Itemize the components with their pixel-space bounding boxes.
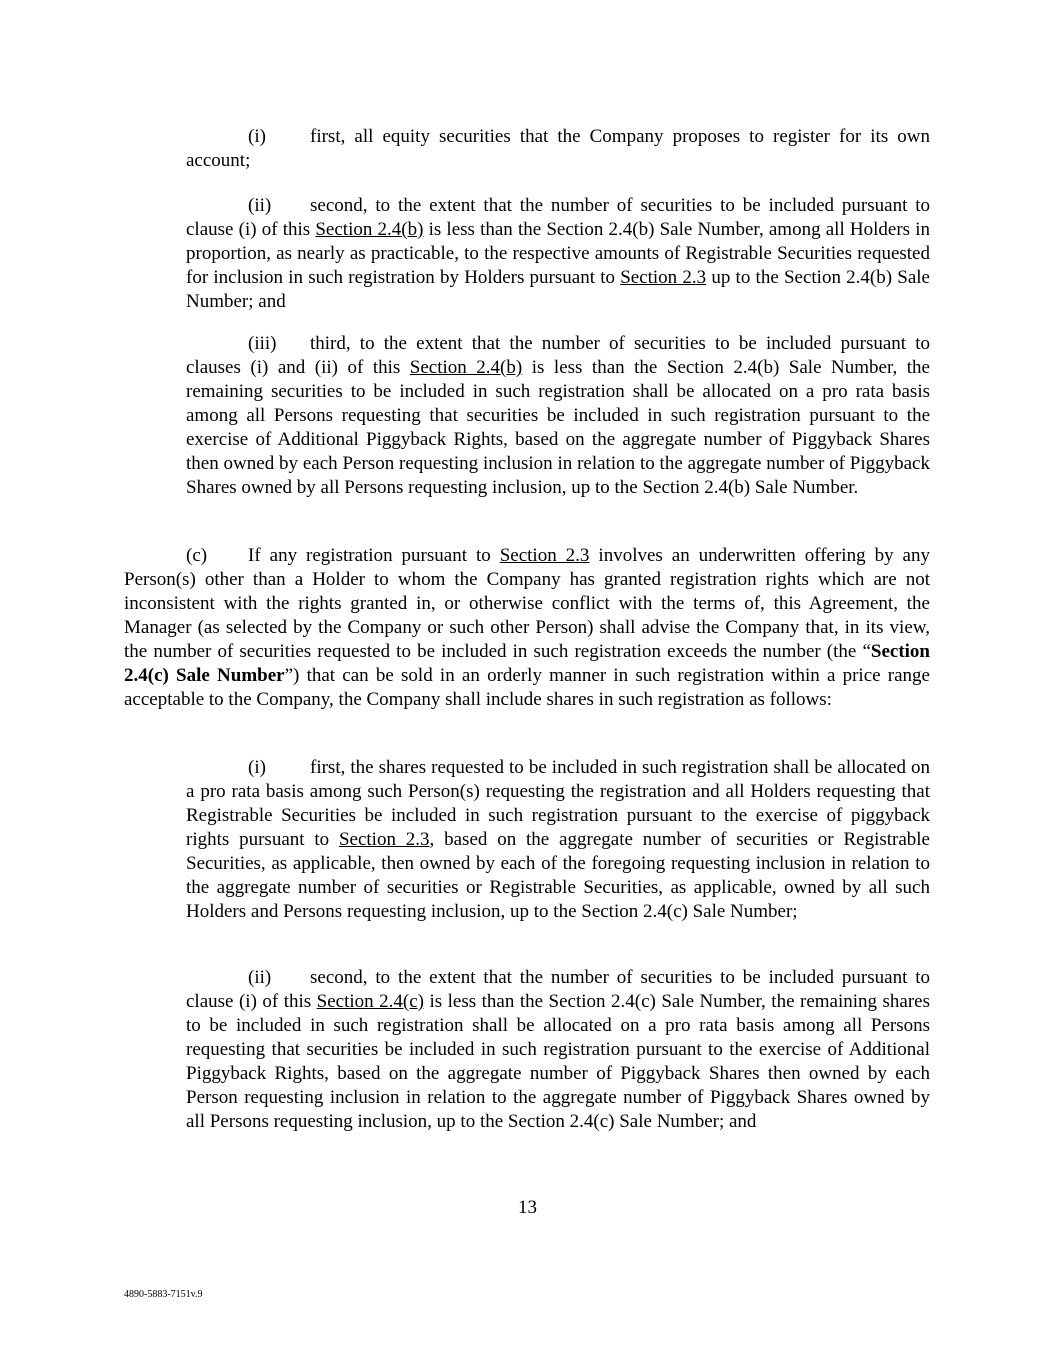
clause-text: involves an underwritten offering by any Person(s) other than a Holder to whom the Company has granted registration rights which are not inconsistent with the rights granted in, or otherwise conflict with the terms of, this Agreement, the Manager (as selected by the Company or such other Person) shall advise the Company that, in its view, the number of securities requested to be included in such registration exceeds the number (the “ <box>124 545 930 662</box>
defined-term: Section 2.4(c) Sale Number <box>124 641 930 686</box>
section-reference-link: Section 2.3 <box>620 267 707 288</box>
clause-b-i <box>186 125 930 173</box>
page-number: 13 <box>518 1197 537 1218</box>
section-reference-link: Section 2.3 <box>338 829 430 850</box>
clause-c-ii-number-wrap <box>186 966 310 990</box>
clause-text: is less than the Section 2.4(c) Sale Number, the remaining shares to be included in such registration shall be allocated on a pro rata basis among all Persons requesting that securities be included in such registration pursuant to the exercise of Additional Piggyback Rights, based on the aggregate number of Piggyback Shares then owned by each Person requesting inclusion in relation to the aggregate number of Piggyback Shares owned by all Persons requesting inclusion, up to the Section 2.4(c) Sale Number; and <box>186 991 931 1132</box>
clause-number: (ii) <box>248 195 272 216</box>
clause-b-iii <box>186 332 930 500</box>
clause-text: second, to the extent that the number of securities to be included pursuant to clause (i) of this <box>186 195 930 240</box>
clause-number: (c) <box>186 545 208 566</box>
clause-b-ii-number-wrap <box>186 194 310 218</box>
section-reference-link: Section 2.4(b) <box>409 357 523 378</box>
clause-text: first, the shares requested to be included in such registration shall be allocated on a pro rata basis among such Person(s) requesting the registration and all Holders requesting that Registrable Securities be included in such registration pursuant to the exercise of piggyback rights pursuant to <box>186 757 930 850</box>
clause-c-number-wrap <box>124 544 248 568</box>
clause-number: (iii) <box>248 333 277 354</box>
document-id: 4890-5883-7151v.9 <box>124 1289 203 1300</box>
clause-text: is less than the Section 2.4(b) Sale Number, among all Holders in proportion, as nearly as practicable, to the respective amounts of Registrable Securities requested for inclusion in such registration by Holders pursuant to <box>186 219 930 288</box>
clause-number: (i) <box>248 126 266 147</box>
clause-c-ii <box>186 966 930 1134</box>
clause-c-i <box>186 756 930 924</box>
clause-text: is less than the Section 2.4(b) Sale Number, the remaining securities to be included in such registration shall be allocated on a pro rata basis among all Persons requesting that securities be included in such registration pursuant to the exercise of Additional Piggyback Rights, based on the aggregate number of Piggyback Shares then owned by each Person requesting inclusion in relation to the aggregate number of Piggyback Shares owned by all Persons requesting inclusion, up to the Section 2.4(b) Sale Number. <box>186 357 930 498</box>
clause-b-ii <box>186 194 930 314</box>
clause-number: (ii) <box>248 967 272 988</box>
clause-c-i-number-wrap <box>186 756 310 780</box>
clause-text: If any registration pursuant to <box>248 545 500 566</box>
clause-text: , based on the aggregate number of securities or Registrable Securities, as applicable, then owned by each of the foregoing requesting inclusion in relation to the aggregate number of securities or Registrable Securities, as applicable, owned by all such Holders and Persons requesting inclusion, up to the Section 2.4(c) Sale Number; <box>186 829 930 922</box>
section-reference-link: Section 2.4(c) <box>316 991 424 1012</box>
clause-text: first, all equity securities that the Company proposes to register for its own account; <box>186 126 930 171</box>
clause-text: up to the Section 2.4(b) Sale Number; and <box>186 267 930 312</box>
clause-number: (i) <box>248 757 266 778</box>
clause-text: third, to the extent that the number of securities to be included pursuant to clauses (i) and (ii) of this <box>186 333 930 378</box>
clause-text: second, to the extent that the number of securities to be included pursuant to clause (i) of this <box>186 967 930 1012</box>
clause-c <box>124 544 930 712</box>
clause-text: ”) that can be sold in an orderly manner in such registration within a price range acceptable to the Company, the Company shall include shares in such registration as follows: <box>124 665 930 710</box>
section-reference-link: Section 2.3 <box>499 545 590 566</box>
section-reference-link: Section 2.4(b) <box>315 219 424 240</box>
clause-b-iii-number-wrap <box>186 332 310 356</box>
clause-b-i-number-wrap <box>186 125 310 149</box>
